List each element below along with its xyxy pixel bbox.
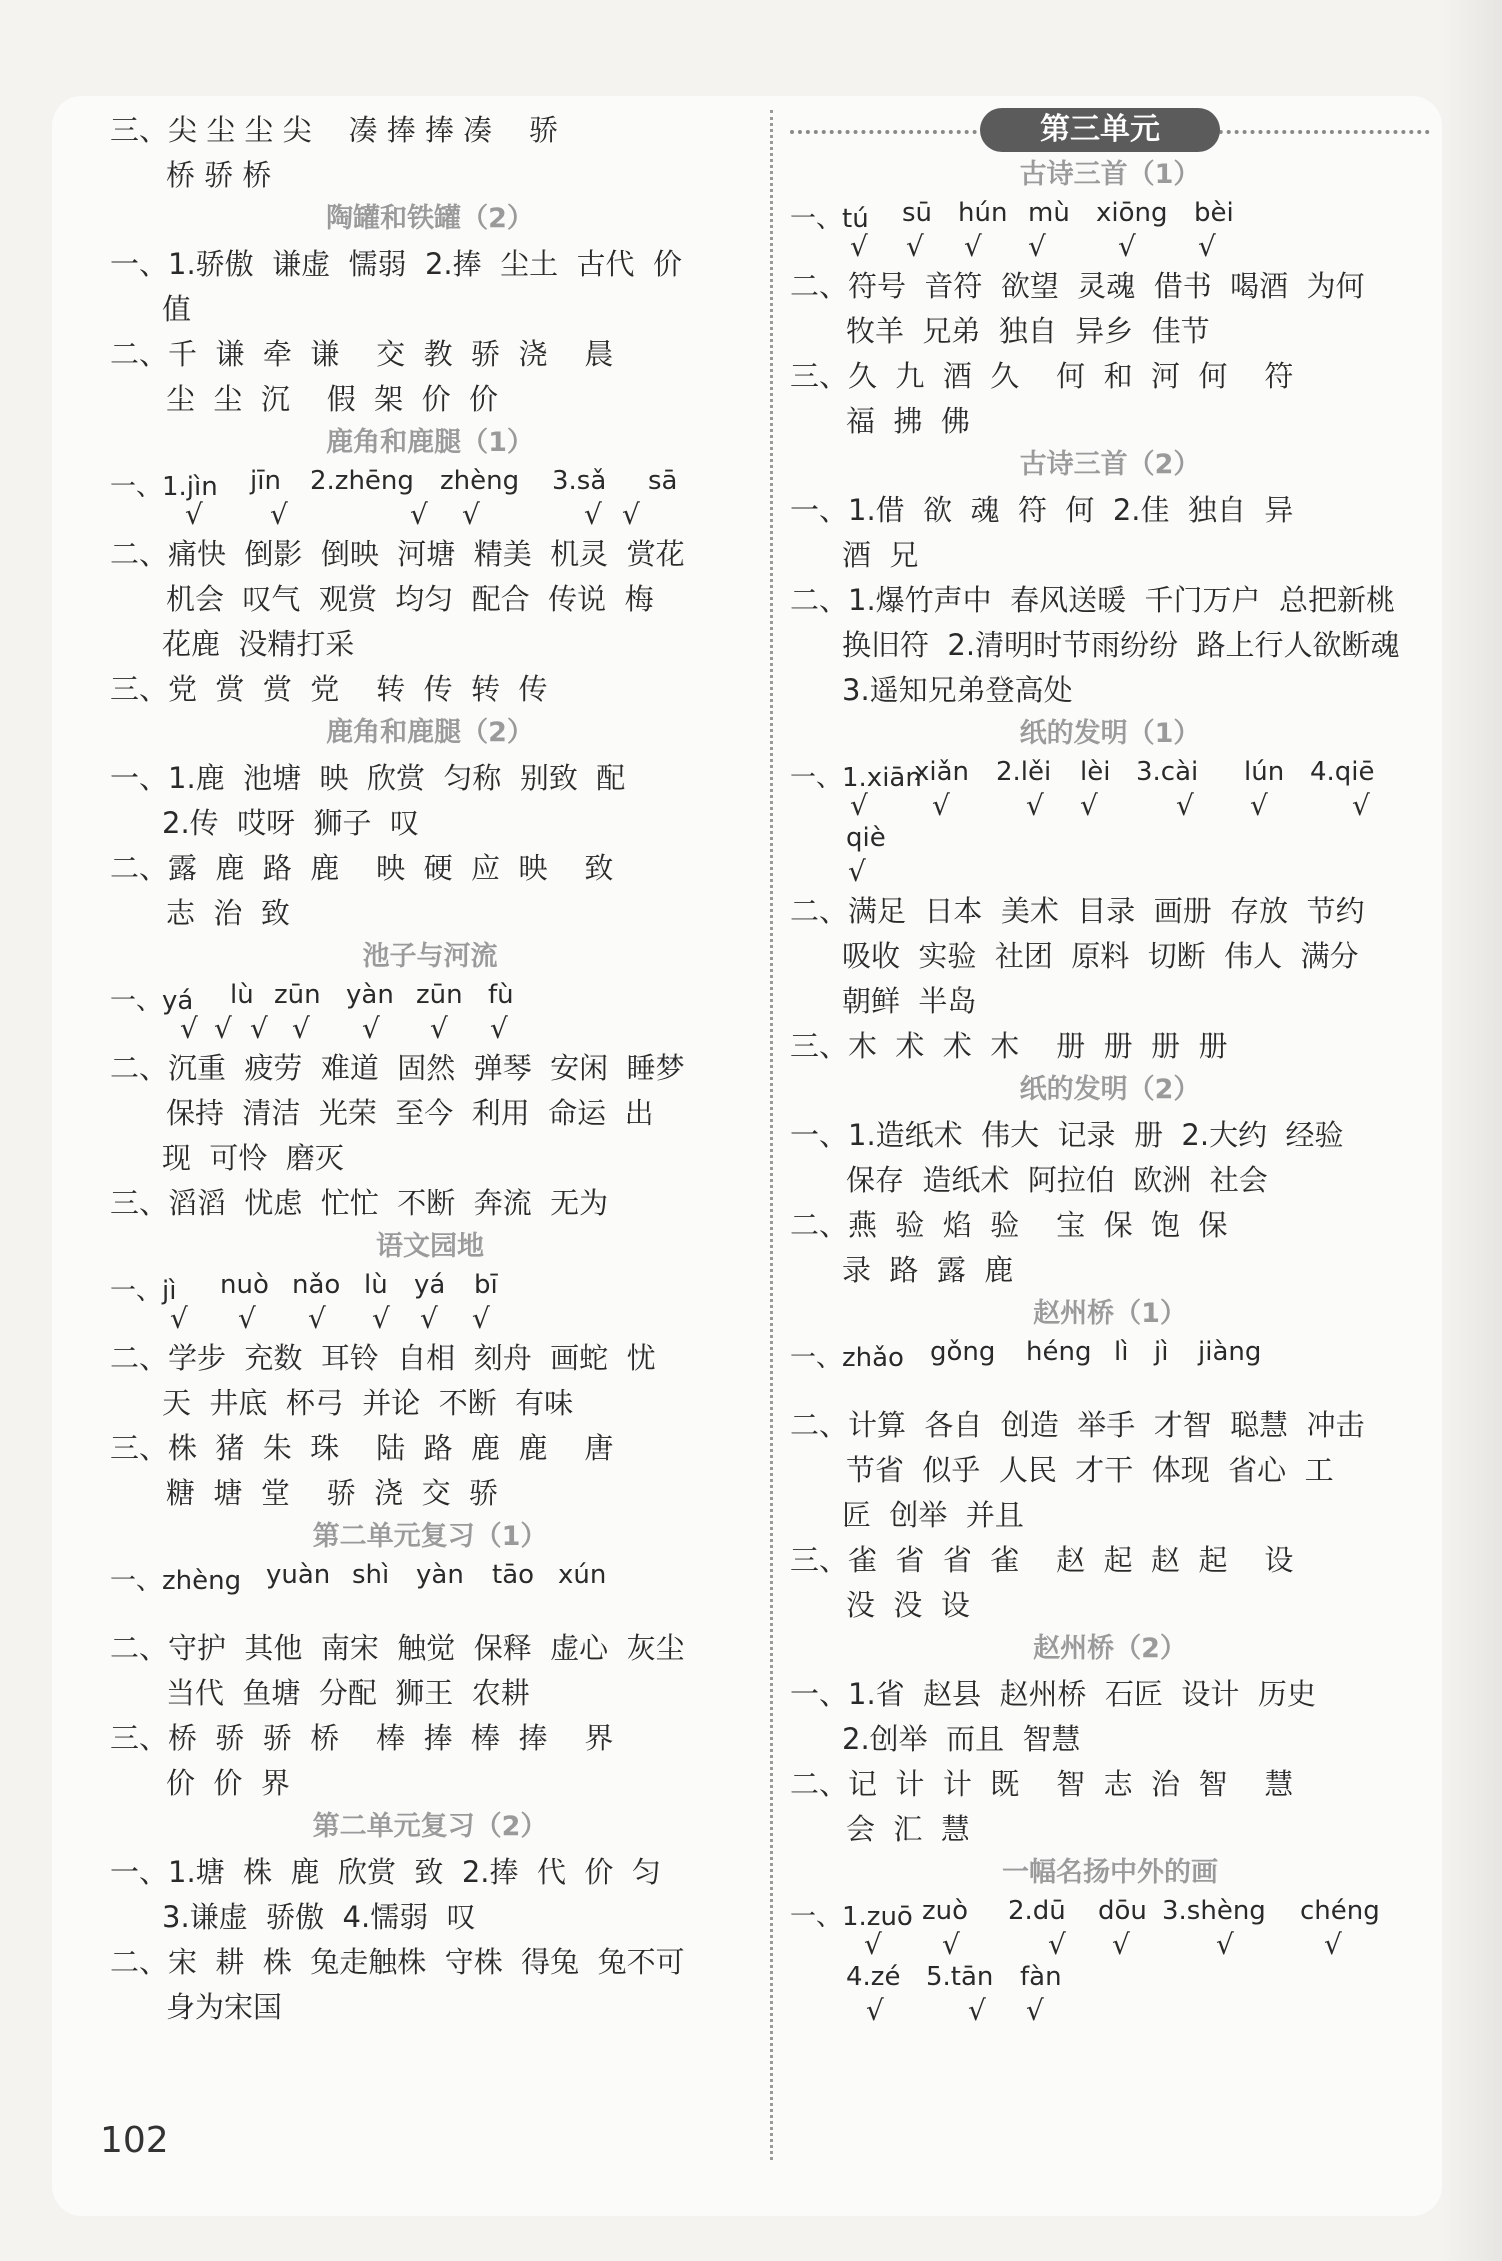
answer-line: 糖 塘 堂 骄 浇 交 骄 (166, 1476, 499, 1510)
check-mark-icon: √ (490, 1012, 508, 1045)
pinyin: sā (648, 466, 678, 496)
check-mark-icon: √ (430, 1012, 448, 1045)
pinyin-row (790, 1337, 1430, 1403)
pinyin: 3.sǎ (552, 466, 607, 496)
pinyin: gǒng (930, 1337, 996, 1367)
pinyin: yuàn (266, 1560, 331, 1590)
check-mark-icon: √ (250, 1012, 268, 1045)
pinyin: 4.zé (846, 1962, 901, 1992)
answer-line: 换旧符 2.清明时节雨纷纷 路上行人欲断魂 (842, 628, 1400, 662)
pinyin: qiè (846, 823, 886, 853)
pinyin: 一、1.jìn (110, 472, 218, 502)
check-mark-icon: √ (1176, 789, 1194, 822)
check-mark-icon: √ (1352, 789, 1370, 822)
pinyin: jiàng (1198, 1337, 1262, 1367)
check-mark-icon: √ (238, 1302, 256, 1335)
pinyin: tāo (492, 1560, 535, 1590)
page-number: 102 (100, 2120, 169, 2161)
check-mark-icon: √ (968, 1994, 986, 2027)
pinyin-row (110, 980, 750, 1046)
answer-line: 二、燕 验 焰 验 宝 保 饱 保 (790, 1208, 1228, 1242)
pinyin-row (110, 1560, 750, 1626)
answer-line: 花鹿 没精打采 (162, 627, 355, 661)
pinyin: lún (1244, 757, 1285, 787)
check-mark-icon: √ (1118, 230, 1136, 263)
pinyin: nuò (220, 1270, 269, 1300)
check-mark-icon: √ (420, 1302, 438, 1335)
left-column (110, 108, 750, 2030)
pinyin-row (790, 1962, 1430, 2028)
check-mark-icon: √ (1026, 1994, 1044, 2027)
pinyin: lù (364, 1270, 388, 1300)
check-mark-icon: √ (292, 1012, 310, 1045)
pinyin: bī (474, 1270, 498, 1300)
answer-line: 二、学步 充数 耳铃 自相 刻舟 画蛇 忧 (110, 1341, 656, 1375)
answer-line: 录 路 露 鹿 (842, 1253, 1014, 1287)
answer-line: 保存 造纸术 阿拉伯 欧洲 社会 (846, 1163, 1268, 1197)
section-title: 鹿角和鹿腿（2） (326, 717, 534, 748)
unit-title: 第三单元 (980, 108, 1220, 152)
pinyin: zūn (416, 980, 463, 1010)
pinyin: zuò (922, 1896, 969, 1926)
answer-line: 志 治 致 (166, 896, 290, 930)
pinyin: zhèng (440, 466, 520, 496)
pinyin: 一、zhèng (110, 1566, 242, 1596)
check-mark-icon: √ (850, 789, 868, 822)
check-mark-icon: √ (462, 498, 480, 531)
check-mark-icon: √ (1216, 1928, 1234, 1961)
answer-line: 2.传 哎呀 狮子 叹 (162, 806, 419, 840)
section-title: 语文园地 (376, 1231, 484, 1262)
section-title: 鹿角和鹿腿（1） (326, 427, 534, 458)
answer-line: 一、1.借 欲 魂 符 何 2.佳 独自 异 (790, 493, 1294, 527)
pinyin: 一、jì (110, 1276, 177, 1306)
pinyin: xiōng (1096, 198, 1168, 228)
answer-line: 三、木 术 术 木 册 册 册 册 (790, 1029, 1228, 1063)
answer-line: 牧羊 兄弟 独自 异乡 佳节 (846, 314, 1210, 348)
answer-line: 二、计算 各自 创造 举手 才智 聪慧 冲击 (790, 1408, 1365, 1442)
answer-line: 价 价 界 (166, 1766, 290, 1800)
answer-line: 三、久 九 酒 久 何 和 河 何 符 (790, 359, 1294, 393)
section-title: 池子与河流 (362, 941, 498, 972)
check-mark-icon: √ (1250, 789, 1268, 822)
answer-line: 尘 尘 沉 假 架 价 价 (166, 382, 499, 416)
answer-line: 二、痛快 倒影 倒映 河塘 精美 机灵 赏花 (110, 537, 685, 571)
section-title: 一幅名扬中外的画 (1002, 1857, 1218, 1888)
answer-line: 一、1.骄傲 谦虚 懦弱 2.捧 尘土 古代 价 (110, 247, 682, 281)
pinyin: 3.shèng (1162, 1896, 1266, 1926)
check-mark-icon: √ (410, 498, 428, 531)
pinyin: 2.zhēng (310, 466, 414, 496)
section-title: 纸的发明（2） (1019, 1074, 1201, 1105)
right-column (790, 108, 1430, 2028)
check-mark-icon: √ (1048, 1928, 1066, 1961)
page-edge-shadow (1442, 0, 1502, 2261)
pinyin: chéng (1300, 1896, 1380, 1926)
pinyin: lèi (1080, 757, 1111, 787)
answer-line: 三、党 赏 赏 党 转 传 转 传 (110, 672, 548, 706)
check-mark-icon: √ (1026, 789, 1044, 822)
section-title: 赵州桥（1） (1033, 1298, 1187, 1329)
answer-line: 节省 似乎 人民 才干 体现 省心 工 (846, 1453, 1334, 1487)
pinyin: mù (1028, 198, 1070, 228)
pinyin: yá (414, 1270, 446, 1300)
answer-line: 吸收 实验 社团 原料 切断 伟人 满分 (842, 939, 1359, 973)
pinyin: yàn (346, 980, 394, 1010)
answer-line: 匠 创举 并且 (842, 1498, 1024, 1532)
check-mark-icon: √ (932, 789, 950, 822)
check-mark-icon: √ (270, 498, 288, 531)
pinyin-row (790, 823, 1430, 889)
check-mark-icon: √ (1080, 789, 1098, 822)
answer-line: 二、沉重 疲劳 难道 固然 弹琴 安闲 睡梦 (110, 1051, 685, 1085)
unit-banner (790, 108, 1430, 152)
check-mark-icon: √ (472, 1302, 490, 1335)
answer-line: 二、露 鹿 路 鹿 映 硬 应 映 致 (110, 851, 614, 885)
pinyin: 一、tú (790, 204, 869, 234)
answer-line: 三、株 猪 朱 珠 陆 路 鹿 鹿 唐 (110, 1431, 614, 1465)
check-mark-icon: √ (1028, 230, 1046, 263)
check-mark-icon: √ (848, 855, 866, 888)
check-mark-icon: √ (622, 498, 640, 531)
answer-line: 二、记 计 计 既 智 志 治 智 慧 (790, 1767, 1294, 1801)
check-mark-icon: √ (1198, 230, 1216, 263)
check-mark-icon: √ (864, 1928, 882, 1961)
answer-line: 三、雀 省 省 雀 赵 起 赵 起 设 (790, 1543, 1294, 1577)
section-title: 纸的发明（1） (1019, 718, 1201, 749)
section-title: 古诗三首（1） (1019, 159, 1201, 190)
section-title: 第二单元复习（1） (312, 1521, 548, 1552)
answer-line: 朝鲜 半岛 (842, 984, 977, 1018)
answer-line: 二、符号 音符 欲望 灵魂 借书 喝酒 为何 (790, 269, 1365, 303)
answer-line: 天 井底 杯弓 并论 不断 有味 (162, 1386, 574, 1420)
answer-line: 3.谦虚 骄傲 4.懦弱 叹 (162, 1900, 476, 1934)
check-mark-icon: √ (1324, 1928, 1342, 1961)
section-title: 第二单元复习（2） (312, 1811, 548, 1842)
answer-line: 二、守护 其他 南宋 触觉 保释 虚心 灰尘 (110, 1631, 685, 1665)
check-mark-icon: √ (372, 1302, 390, 1335)
answer-line: 三、尖 尘 尘 尖 凑 捧 捧 凑 骄 (110, 113, 559, 147)
pinyin: jīn (250, 466, 281, 496)
section-title: 赵州桥（2） (1033, 1633, 1187, 1664)
check-mark-icon: √ (214, 1012, 232, 1045)
pinyin: lì (1114, 1337, 1129, 1367)
answer-line: 值 (162, 292, 192, 326)
check-mark-icon: √ (362, 1012, 380, 1045)
check-mark-icon: √ (850, 230, 868, 263)
answer-line: 一、1.鹿 池塘 映 欣赏 匀称 别致 配 (110, 761, 626, 795)
section-title: 陶罐和铁罐（2） (326, 203, 534, 234)
pinyin: 一、1.zuō (790, 1902, 913, 1932)
answer-line: 2.创举 而且 智慧 (842, 1722, 1081, 1756)
check-mark-icon: √ (964, 230, 982, 263)
answer-line: 三、桥 骄 骄 桥 棒 捧 棒 捧 界 (110, 1721, 614, 1755)
pinyin: 2.lěi (996, 757, 1052, 787)
answer-line: 一、1.造纸术 伟大 记录 册 2.大约 经验 (790, 1118, 1344, 1152)
section-title: 古诗三首（2） (1019, 449, 1201, 480)
answer-line: 二、宋 耕 株 兔走触株 守株 得兔 兔不可 (110, 1945, 685, 1979)
pinyin: fàn (1020, 1962, 1062, 1992)
answer-line: 现 可怜 磨灭 (162, 1141, 344, 1175)
check-mark-icon: √ (308, 1302, 326, 1335)
pinyin-row (790, 757, 1430, 823)
answer-line: 当代 鱼塘 分配 狮王 农耕 (166, 1676, 530, 1710)
check-mark-icon: √ (185, 498, 203, 531)
pinyin: shì (352, 1560, 390, 1590)
answer-line: 身为宋国 (166, 1990, 283, 2024)
pinyin: 2.dū (1008, 1896, 1066, 1926)
answer-line: 二、千 谦 牵 谦 交 教 骄 浇 晨 (110, 337, 614, 371)
answer-line: 桥 骄 桥 (166, 158, 272, 192)
pinyin: 5.tān (926, 1962, 994, 1992)
pinyin-row (790, 1896, 1430, 1962)
pinyin-row (790, 198, 1430, 264)
check-mark-icon: √ (170, 1302, 188, 1335)
answer-line: 保持 清洁 光荣 至今 利用 命运 出 (166, 1096, 654, 1130)
check-mark-icon: √ (180, 1012, 198, 1045)
pinyin: sū (902, 198, 933, 228)
check-mark-icon: √ (584, 498, 602, 531)
answer-line: 没 没 设 (846, 1588, 970, 1622)
pinyin: xiǎn (914, 757, 970, 787)
pinyin: yàn (416, 1560, 464, 1590)
pinyin: zūn (274, 980, 321, 1010)
check-mark-icon: √ (1112, 1928, 1130, 1961)
pinyin: fù (488, 980, 514, 1010)
answer-line: 机会 叹气 观赏 均匀 配合 传说 梅 (166, 582, 654, 616)
pinyin: 一、zhǎo (790, 1343, 904, 1373)
answer-line: 三、滔滔 忧虑 忙忙 不断 奔流 无为 (110, 1186, 609, 1220)
check-mark-icon: √ (866, 1994, 884, 2027)
answer-line: 福 拂 佛 (846, 404, 970, 438)
pinyin: jì (1154, 1337, 1169, 1367)
answer-line: 会 汇 慧 (846, 1812, 970, 1846)
pinyin: 4.qiē (1310, 757, 1375, 787)
answer-line: 二、1.爆竹声中 春风送暖 千门万户 总把新桃 (790, 583, 1395, 617)
answer-line: 酒 兄 (842, 538, 919, 572)
pinyin-row (110, 466, 750, 532)
answer-line: 一、1.省 赵县 赵州桥 石匠 设计 历史 (790, 1677, 1316, 1711)
check-mark-icon: √ (906, 230, 924, 263)
answer-line: 二、满足 日本 美术 目录 画册 存放 节约 (790, 894, 1365, 928)
column-divider (770, 110, 773, 2160)
pinyin: héng (1026, 1337, 1092, 1367)
pinyin: 一、yá (110, 986, 194, 1016)
pinyin: 一、1.xiān (790, 763, 922, 793)
pinyin: dōu (1098, 1896, 1147, 1926)
pinyin: xún (558, 1560, 607, 1590)
pinyin: lù (230, 980, 254, 1010)
answer-line: 一、1.塘 株 鹿 欣赏 致 2.捧 代 价 匀 (110, 1855, 661, 1889)
check-mark-icon: √ (942, 1928, 960, 1961)
pinyin-row (110, 1270, 750, 1336)
pinyin: hún (958, 198, 1008, 228)
answer-line: 3.遥知兄弟登高处 (842, 673, 1073, 707)
pinyin: nǎo (292, 1270, 341, 1300)
pinyin: bèi (1194, 198, 1234, 228)
pinyin: 3.cài (1136, 757, 1199, 787)
